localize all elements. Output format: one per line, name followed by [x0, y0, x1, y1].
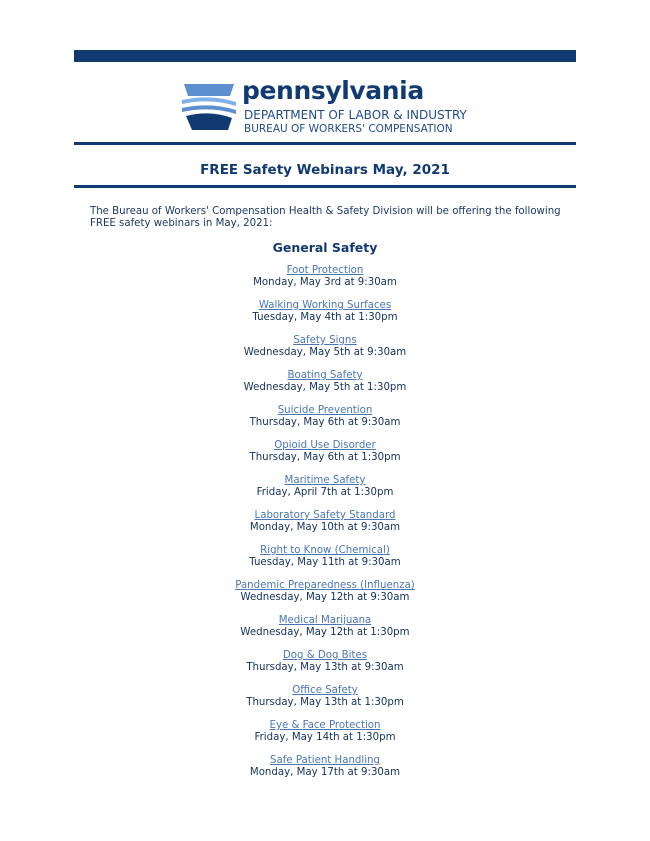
- webinar-link[interactable]: Pandemic Preparedness (Influenza): [235, 580, 415, 591]
- webinar-link[interactable]: Boating Safety: [287, 370, 363, 381]
- webinar-date: Thursday, May 13th at 1:30pm: [246, 697, 404, 708]
- webinar-link[interactable]: Safe Patient Handling: [270, 755, 380, 766]
- webinar-link[interactable]: Office Safety: [292, 685, 358, 696]
- webinar-date: Thursday, May 6th at 1:30pm: [249, 452, 401, 463]
- webinar-date: Monday, May 17th at 9:30am: [249, 767, 401, 778]
- webinar-date: Wednesday, May 12th at 1:30pm: [240, 627, 410, 638]
- divider-bottom: [74, 185, 576, 188]
- page-title: FREE Safety Webinars May, 2021: [200, 162, 450, 178]
- logo-wordmark: pennsylvania: [242, 76, 424, 105]
- webinar-item: [74, 685, 576, 720]
- webinar-date: Friday, April 7th at 1:30pm: [256, 487, 394, 498]
- webinar-item: [74, 580, 576, 615]
- webinar-link[interactable]: Suicide Prevention: [277, 405, 373, 416]
- webinar-item: [74, 370, 576, 405]
- keystone-logo-icon: [180, 76, 238, 132]
- webinar-link[interactable]: Eye & Face Protection: [269, 720, 381, 731]
- webinar-item: [74, 650, 576, 685]
- webinar-date: Tuesday, May 4th at 1:30pm: [252, 312, 398, 323]
- webinar-date: Wednesday, May 5th at 9:30am: [243, 347, 407, 358]
- webinar-item: [74, 405, 576, 440]
- webinar-item: [74, 510, 576, 545]
- webinar-item: [74, 615, 576, 650]
- webinar-link[interactable]: Opioid Use Disorder: [274, 440, 376, 451]
- webinar-date: Friday, May 14th at 1:30pm: [254, 732, 396, 743]
- section-heading: General Safety: [272, 240, 378, 255]
- webinar-link[interactable]: Safety Signs: [293, 335, 357, 346]
- pa-logo: [180, 76, 480, 136]
- webinar-date: Thursday, May 6th at 9:30am: [249, 417, 401, 428]
- webinar-item: [74, 300, 576, 335]
- webinar-link[interactable]: Dog & Dog Bites: [282, 650, 368, 661]
- webinar-item: [74, 545, 576, 580]
- logo-bureau: BUREAU OF WORKERS' COMPENSATION: [244, 123, 453, 135]
- webinar-link[interactable]: Foot Protection: [286, 265, 364, 276]
- webinar-date: Wednesday, May 12th at 9:30am: [240, 592, 410, 603]
- top-banner-bar: [74, 50, 576, 62]
- webinar-item: [74, 720, 576, 755]
- webinar-link[interactable]: Laboratory Safety Standard: [254, 510, 396, 521]
- intro-paragraph: The Bureau of Workers' Compensation Health & Safety Division will be offering the following FREE safety webinars in May, 2021:: [90, 206, 561, 229]
- webinar-item: [74, 335, 576, 370]
- divider-top: [74, 142, 576, 145]
- webinar-item: [74, 265, 576, 300]
- logo-department: DEPARTMENT OF LABOR & INDUSTRY: [244, 108, 467, 122]
- webinar-link[interactable]: Walking Working Surfaces: [258, 300, 392, 311]
- webinar-date: Tuesday, May 11th at 9:30am: [249, 557, 401, 568]
- webinar-item: [74, 755, 576, 790]
- webinar-item: [74, 475, 576, 510]
- webinar-link[interactable]: Right to Know (Chemical): [260, 545, 390, 556]
- webinar-date: Wednesday, May 5th at 1:30pm: [243, 382, 407, 393]
- webinar-link[interactable]: Medical Marijuana: [278, 615, 372, 626]
- webinar-date: Monday, May 3rd at 9:30am: [253, 277, 397, 288]
- webinar-date: Monday, May 10th at 9:30am: [249, 522, 401, 533]
- webinar-item: [74, 440, 576, 475]
- webinar-list: [74, 265, 576, 790]
- webinar-date: Thursday, May 13th at 9:30am: [246, 662, 404, 673]
- webinar-link[interactable]: Maritime Safety: [284, 475, 366, 486]
